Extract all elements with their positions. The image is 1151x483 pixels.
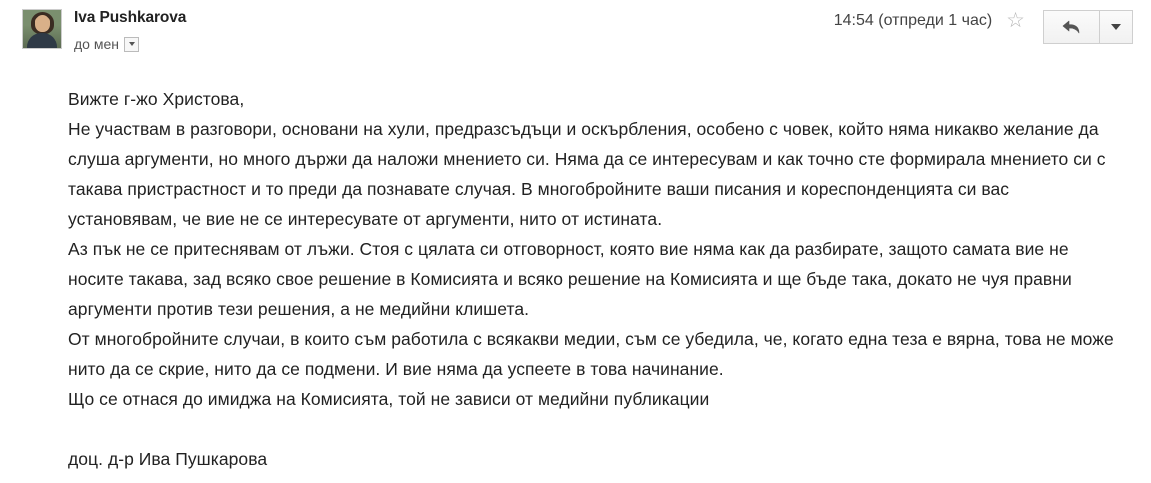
email-body — [0, 66, 1151, 474]
reply-arrow-icon — [1062, 20, 1082, 34]
recipient-label: до мен — [74, 36, 119, 52]
sender-block — [74, 8, 834, 52]
star-icon[interactable]: ☆ — [1006, 9, 1025, 32]
more-options-button[interactable] — [1099, 10, 1133, 44]
avatar — [22, 9, 62, 49]
chevron-down-glyph — [129, 42, 135, 46]
chevron-down-icon — [1111, 24, 1121, 30]
sender-name[interactable]: Iva Pushkarova — [74, 9, 187, 26]
email-paragraph: Аз пък не се притеснявам от лъжи. Стоя с цялата си отговорност, която вие няма как да разбирате, защото самата вие не носите такава, зад всяко свое решение в Комисията и всяко решение на Комисията и ще бъде така, докато не чуя правни аргументи против тези решения, а не медийни клишета. — [68, 239, 1072, 319]
email-paragraph: Що се отнася до имиджа на Комисията, той не зависи от медийни публикации — [68, 389, 710, 409]
timestamp: 14:54 (отпреди 1 час) — [833, 12, 993, 29]
chevron-down-icon[interactable] — [124, 37, 139, 52]
email-paragraph: От многобройните случаи, в които съм работила с всякакви медии, съм се убедила, че, когато една теза е вярна, това не може нито да се скрие, нито да се подмени. И вие няма да успеете в това начинание. — [68, 329, 1114, 379]
email-paragraph: Вижте г-жо Христова, — [68, 89, 245, 109]
action-button-group — [1043, 10, 1133, 44]
email-paragraph: Не участвам в разговори, основани на хули, предразсъдъци и оскърбления, особено с човек, който няма никакво желание да слуша аргументи, но много държи да наложи мнението си. Няма да се интересувам и как точно сте формирала мнението си с такава пристрастност и то преди да познавате случая. В многобройните ваши писания и кореспонденцията си вас установявам, че вие не се интересувате от аргументи, нито от истината. — [68, 119, 1106, 229]
header-actions — [834, 10, 1133, 44]
avatar-face — [35, 15, 50, 32]
reply-button[interactable] — [1043, 10, 1099, 44]
email-header — [0, 8, 1151, 66]
avatar-body — [27, 33, 57, 48]
recipient-line — [74, 36, 834, 52]
email-signature: доц. д-р Ива Пушкарова — [68, 449, 268, 469]
